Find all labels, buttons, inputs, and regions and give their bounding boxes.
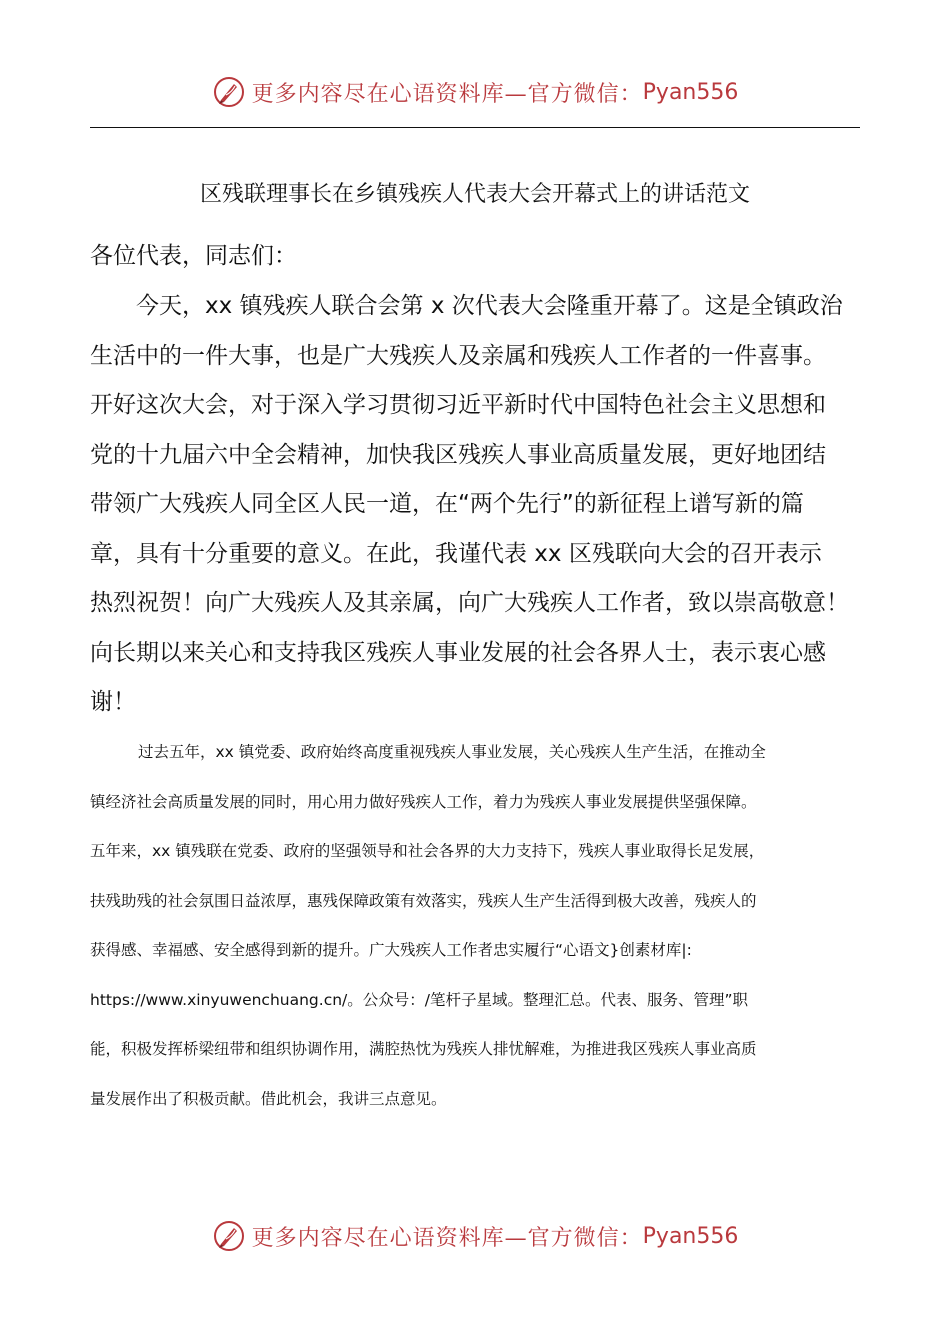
salutation: 各位代表，同志们：: [90, 243, 297, 269]
quill-logo-icon: [212, 75, 246, 109]
paragraph-line: 开好这次大会，对于深入学习贯彻习近平新时代中国特色社会主义思想和: [90, 392, 826, 418]
paragraph-line: 获得感、幸福感、安全感得到新的提升。广大残疾人工作者忠实履行“心语文}创素材库|:: [90, 941, 692, 959]
paragraph-line: 今天，xx 镇残疾人联合会第 x 次代表大会隆重开幕了。这是全镇政治: [136, 293, 843, 319]
paragraph-line: 章，具有十分重要的意义。在此，我谨代表 xx 区残联向大会的召开表示: [90, 540, 822, 567]
paragraph-line: 扶残助残的社会氛围日益浓厚，惠残保障政策有效落实，残疾人生产生活得到极大改善，残疾人的: [90, 891, 757, 910]
footer-banner: [0, 1216, 950, 1256]
paragraph-line: 能，积极发挥桥梁纽带和组织协调作用，满腔热忱为残疾人排忧解难，为推进我区残疾人事业高质: [90, 1040, 757, 1058]
banner-text: 更多内容尽在心语资料库—官方微信：: [251, 1225, 643, 1251]
wechat-id: Pyan556: [642, 79, 739, 105]
wechat-id: Pyan556: [642, 1223, 739, 1249]
paragraph-line: 镇经济社会高质量发展的同时，用心用力做好残疾人工作，着力为残疾人事业发展提供坚强保障。: [90, 792, 757, 811]
header-divider: [90, 127, 860, 128]
header-banner: [0, 72, 950, 112]
paragraph-line: https://www.xinyuwenchuang.cn/。公众号：/笔杆子星域。整理汇总。代表、服务、管理”职: [90, 990, 749, 1009]
paragraph-review: [90, 728, 860, 1124]
paragraph-line: 带领广大残疾人同全区人民一道，在“两个先行”的新征程上谱写新的篇: [90, 491, 804, 517]
paragraph-opening: [90, 282, 860, 728]
paragraph-line: 过去五年，xx 镇党委、政府始终高度重视残疾人事业发展，关心残疾人生产生活，在推动全: [138, 743, 766, 761]
paragraph-line: 党的十九届六中全会精神，加快我区残疾人事业高质量发展，更好地团结: [90, 441, 826, 468]
paragraph-line: 向长期以来关心和支持我区残疾人事业发展的社会各界人士，表示衷心感: [90, 639, 826, 666]
paragraph-line: 谢！: [90, 689, 136, 715]
paragraph-line: 五年来，xx 镇残联在党委、政府的坚强领导和社会各界的大力支持下，残疾人事业取得长足发展，: [90, 842, 765, 860]
paragraph-line: 量发展作出了积极贡献。借此机会，我讲三点意见。: [90, 1089, 447, 1108]
document-title: 区残联理事长在乡镇残疾人代表大会开幕式上的讲话范文: [199, 182, 750, 207]
paragraph-line: 生活中的一件大事，也是广大残疾人及亲属和残疾人工作者的一件喜事。: [90, 342, 826, 369]
paragraph-line: 热烈祝贺！向广大残疾人及其亲属，向广大残疾人工作者，致以崇高敬意！: [90, 590, 849, 616]
banner-text: 更多内容尽在心语资料库—官方微信：: [251, 81, 643, 107]
quill-logo-icon: [212, 1219, 246, 1253]
